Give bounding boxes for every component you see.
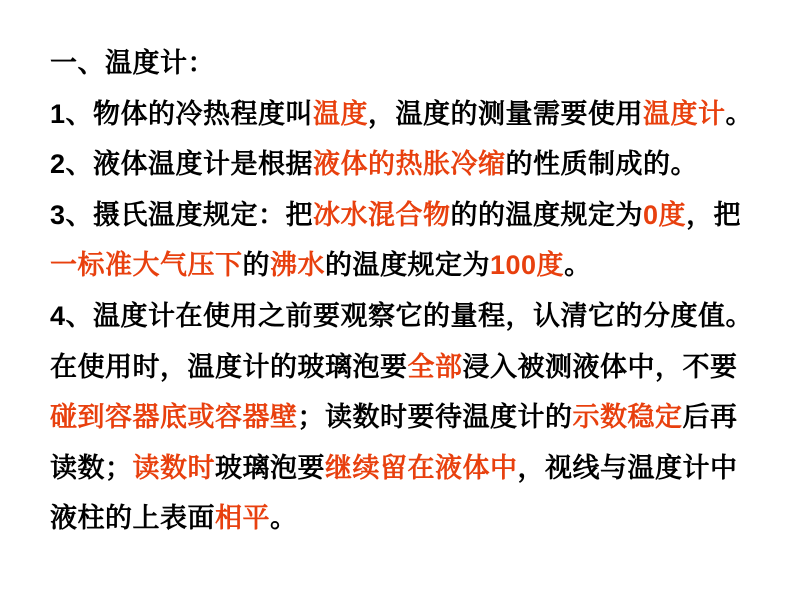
text-run: 。 — [564, 250, 592, 281]
highlighted-text-run: 冰水混合物 — [313, 199, 451, 230]
highlighted-text-run: 温度 — [313, 98, 369, 129]
text-run: 一、温度计： — [50, 48, 215, 78]
highlighted-text-run: 读数时 — [132, 452, 215, 483]
text-run: ；读数时要待温度计的 — [297, 402, 573, 433]
text-line — [50, 190, 770, 241]
highlighted-text-run: 相平 — [215, 503, 270, 534]
text-run: 的 — [242, 250, 270, 281]
highlighted-text-run: 100度 — [490, 250, 565, 281]
text-run: 后再 — [682, 402, 738, 433]
highlighted-text-run: 一标准大气压下 — [50, 250, 243, 281]
highlighted-text-run: 全部 — [407, 351, 463, 382]
text-run: 。 — [270, 503, 298, 534]
text-run: 。 — [725, 98, 754, 129]
text-run: 读数； — [50, 452, 133, 483]
text-line — [50, 342, 770, 393]
highlighted-text-run: 示数稳定 — [572, 402, 683, 433]
text-run: 4、温度计在使用之前要观察它的量程，认清它的分度值。 — [50, 300, 754, 331]
text-run: 的性质制成的。 — [505, 149, 699, 180]
highlighted-text-run: 沸水 — [270, 250, 325, 281]
text-run: 的温度规定为 — [325, 250, 490, 281]
highlighted-text-run: 温度计 — [643, 98, 726, 129]
highlighted-text-run: 液体的热胀冷缩 — [313, 149, 506, 180]
highlighted-text-run: 继续留在液体中 — [325, 452, 518, 483]
text-run: 的的温度规定为 — [450, 199, 644, 230]
slide-text-block — [50, 38, 770, 544]
text-line — [50, 89, 770, 140]
text-run: 在使用时，温度计的玻璃泡要 — [50, 351, 408, 382]
highlighted-text-run: 0度 — [643, 199, 687, 230]
text-run: ，把 — [686, 199, 742, 230]
text-run: ，视线与温度计中 — [517, 452, 738, 483]
text-line — [50, 392, 770, 443]
text-line — [50, 291, 770, 342]
text-line — [50, 493, 770, 544]
text-line — [50, 443, 770, 494]
text-run: 2、液体温度计是根据 — [50, 149, 314, 180]
text-run: 1、物体的冷热程度叫 — [50, 98, 314, 129]
highlighted-text-run: 碰到容器底或容器壁 — [50, 402, 298, 433]
text-run: 玻璃泡要 — [215, 452, 325, 483]
text-run: 液柱的上表面 — [50, 503, 215, 534]
text-line — [50, 139, 770, 190]
text-run: 3、摄氏温度规定：把 — [50, 199, 314, 230]
text-line — [50, 240, 770, 291]
text-run: ，温度的测量需要使用 — [368, 98, 644, 129]
text-run: 浸入被测液体中，不要 — [462, 351, 738, 382]
heading-line — [50, 38, 770, 89]
